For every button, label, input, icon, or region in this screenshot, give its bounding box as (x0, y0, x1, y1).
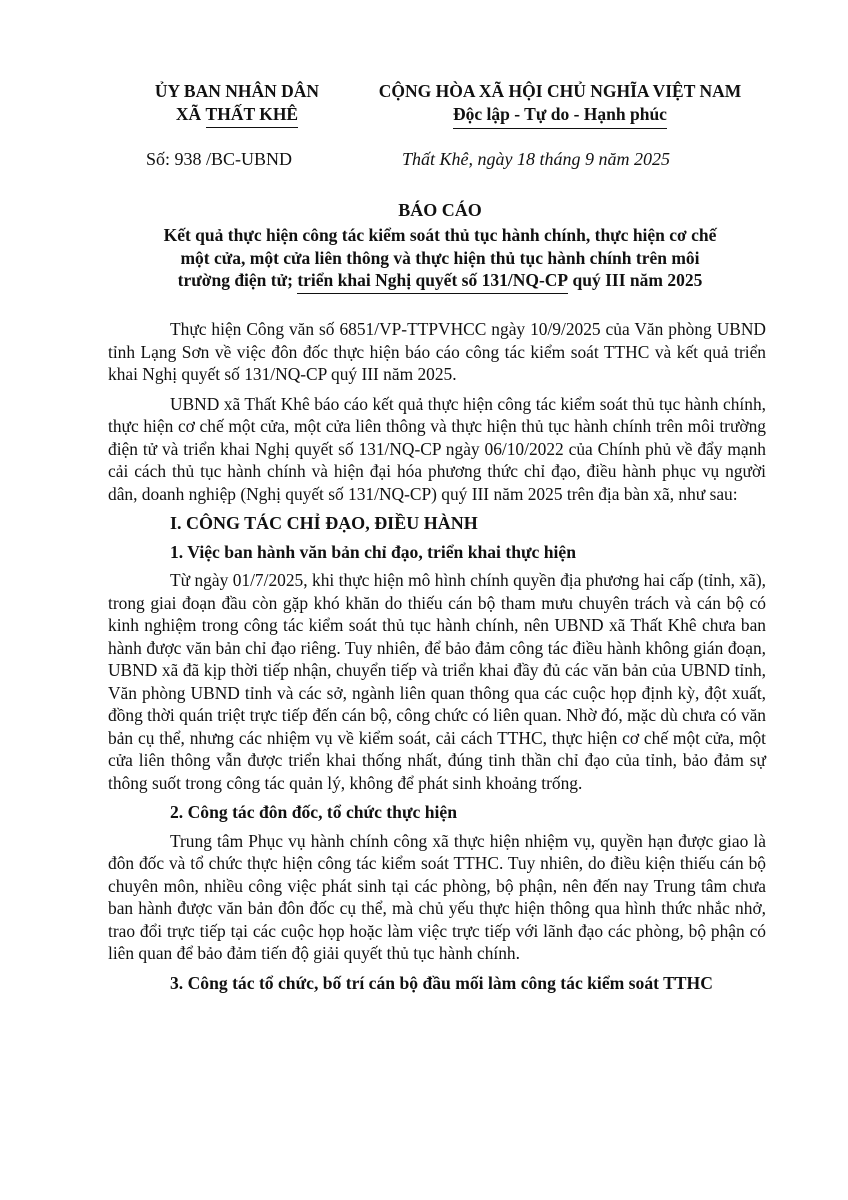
issuing-agency (112, 80, 362, 128)
document-date: Thất Khê, ngày 18 tháng 9 năm 2025 (402, 149, 670, 169)
paragraph-4: Trung tâm Phục vụ hành chính công xã thực hiện nhiệm vụ, quyền hạn được giao là đôn đốc và tổ chức thực hiện công tác kiểm soát TTHC. Tuy nhiên, do điều kiện thiếu cán bộ chuyên môn, nhiều công việc phát sinh tại các phòng, bộ phận, nên đến nay Trung tâm chưa ban hành được văn bản đôn đốc cụ thể, mà chủ yếu thực hiện thông qua hình thức nhắc nhở, trao đổi trực tiếp tại các cuộc họp hoặc làm việc trực tiếp với lãnh đạo các phòng, bộ phận có liên quan để bảo đảm tiến độ giải quyết thủ tục hành chính. (108, 830, 766, 963)
title-sub-line-3 (105, 269, 775, 294)
section-heading-1: I. CÔNG TÁC CHỈ ĐẠO, ĐIỀU HÀNH (170, 513, 478, 533)
title-sub-underlined: triển khai Nghị quyết số 131/NQ-CP (297, 269, 568, 294)
subsection-heading-2: 2. Công tác đôn đốc, tổ chức thực hiện (170, 802, 457, 822)
paragraph-1: Thực hiện Công văn số 6851/VP-TTPVHCC ngày 10/9/2025 của Văn phòng UBND tỉnh Lạng Sơn về việc đôn đốc thực hiện báo cáo công tác kiểm soát TTHC và kết quả triển khai Nghị quyết số 131/NQ-CP quý III năm 2025. (108, 319, 766, 384)
title-main: BÁO CÁO (398, 200, 482, 220)
national-motto (350, 103, 770, 129)
title-sub-line-3-prefix: trường điện tử; (177, 270, 298, 290)
nation-name: CỘNG HÒA XÃ HỘI CHỦ NGHĨA VIỆT NAM (378, 81, 742, 101)
paragraph-2: UBND xã Thất Khê báo cáo kết quả thực hiện công tác kiểm soát thủ tục hành chính, thực hiện cơ chế một cửa, một cửa liên thông và thực hiện thủ tục hành chính trên môi trường điện tử và triển khai Nghị quyết số 131/NQ-CP ngày 06/10/2022 của Chính phủ về đẩy mạnh cải cách thủ tục hành chính và hiện đại hóa phương thức chỉ đạo, điều hành phục vụ người dân, doanh nghiệp (Nghị quyết số 131/NQ-CP) quý III năm 2025 trên địa bàn xã, như sau: (108, 393, 766, 504)
national-header (350, 80, 770, 129)
agency-name-underlined: THẤT KHÊ (206, 103, 299, 128)
document-title (105, 198, 775, 294)
title-sub-line-1: Kết quả thực hiện công tác kiểm soát thủ tục hành chính, thực hiện cơ chế (163, 225, 717, 245)
paragraph-3: Từ ngày 01/7/2025, khi thực hiện mô hình chính quyền địa phương hai cấp (tỉnh, xã), trong giai đoạn đầu còn gặp khó khăn do thiếu cán bộ tham mưu chuyên trách và cán bộ có kinh nghiệm trong công tác kiểm soát thủ tục hành chính, nên UBND xã Thất Khê chưa ban hành được văn bản chỉ đạo riêng. Tuy nhiên, để bảo đảm công tác điều hành không gián đoạn, UBND xã đã kịp thời tiếp nhận, chuyển tiếp và triển khai đầy đủ các văn bản của UBND tỉnh, Văn phòng UBND tỉnh và các sở, ngành liên quan thông qua các cuộc họp định kỳ, đột xuất, đồng thời quán triệt trực tiếp đến cán bộ, công chức có liên quan. Nhờ đó, mặc dù chưa có văn bản cụ thể, nhưng các nhiệm vụ về kiểm soát, cải cách TTHC, thực hiện cơ chế một cửa, một cửa liên thông vẫn được triển khai thống nhất, đúng tinh thần chỉ đạo của tỉnh, bảo đảm sự thông suốt trong công tác quản lý, không để phát sinh khoảng trống. (108, 570, 766, 793)
document-number: Số: 938 /BC-UBND (146, 149, 293, 169)
motto-underlined: Độc lập - Tự do - Hạnh phúc (453, 103, 667, 129)
title-sub-line-3-suffix: quý III năm 2025 (568, 270, 703, 290)
agency-line-1: ỦY BAN NHÂN DÂN (154, 81, 320, 101)
document-body (108, 318, 766, 1000)
agency-line-2 (112, 103, 362, 128)
subsection-heading-3: 3. Công tác tổ chức, bố trí cán bộ đầu mối làm công tác kiểm soát TTHC (170, 972, 713, 993)
title-sub-line-2: một cửa, một cửa liên thông và thực hiện thủ tục hành chính trên môi (180, 247, 700, 268)
subsection-heading-1: 1. Việc ban hành văn bản chỉ đạo, triển khai thực hiện (170, 541, 577, 562)
agency-line-2-prefix: XÃ (175, 104, 206, 124)
